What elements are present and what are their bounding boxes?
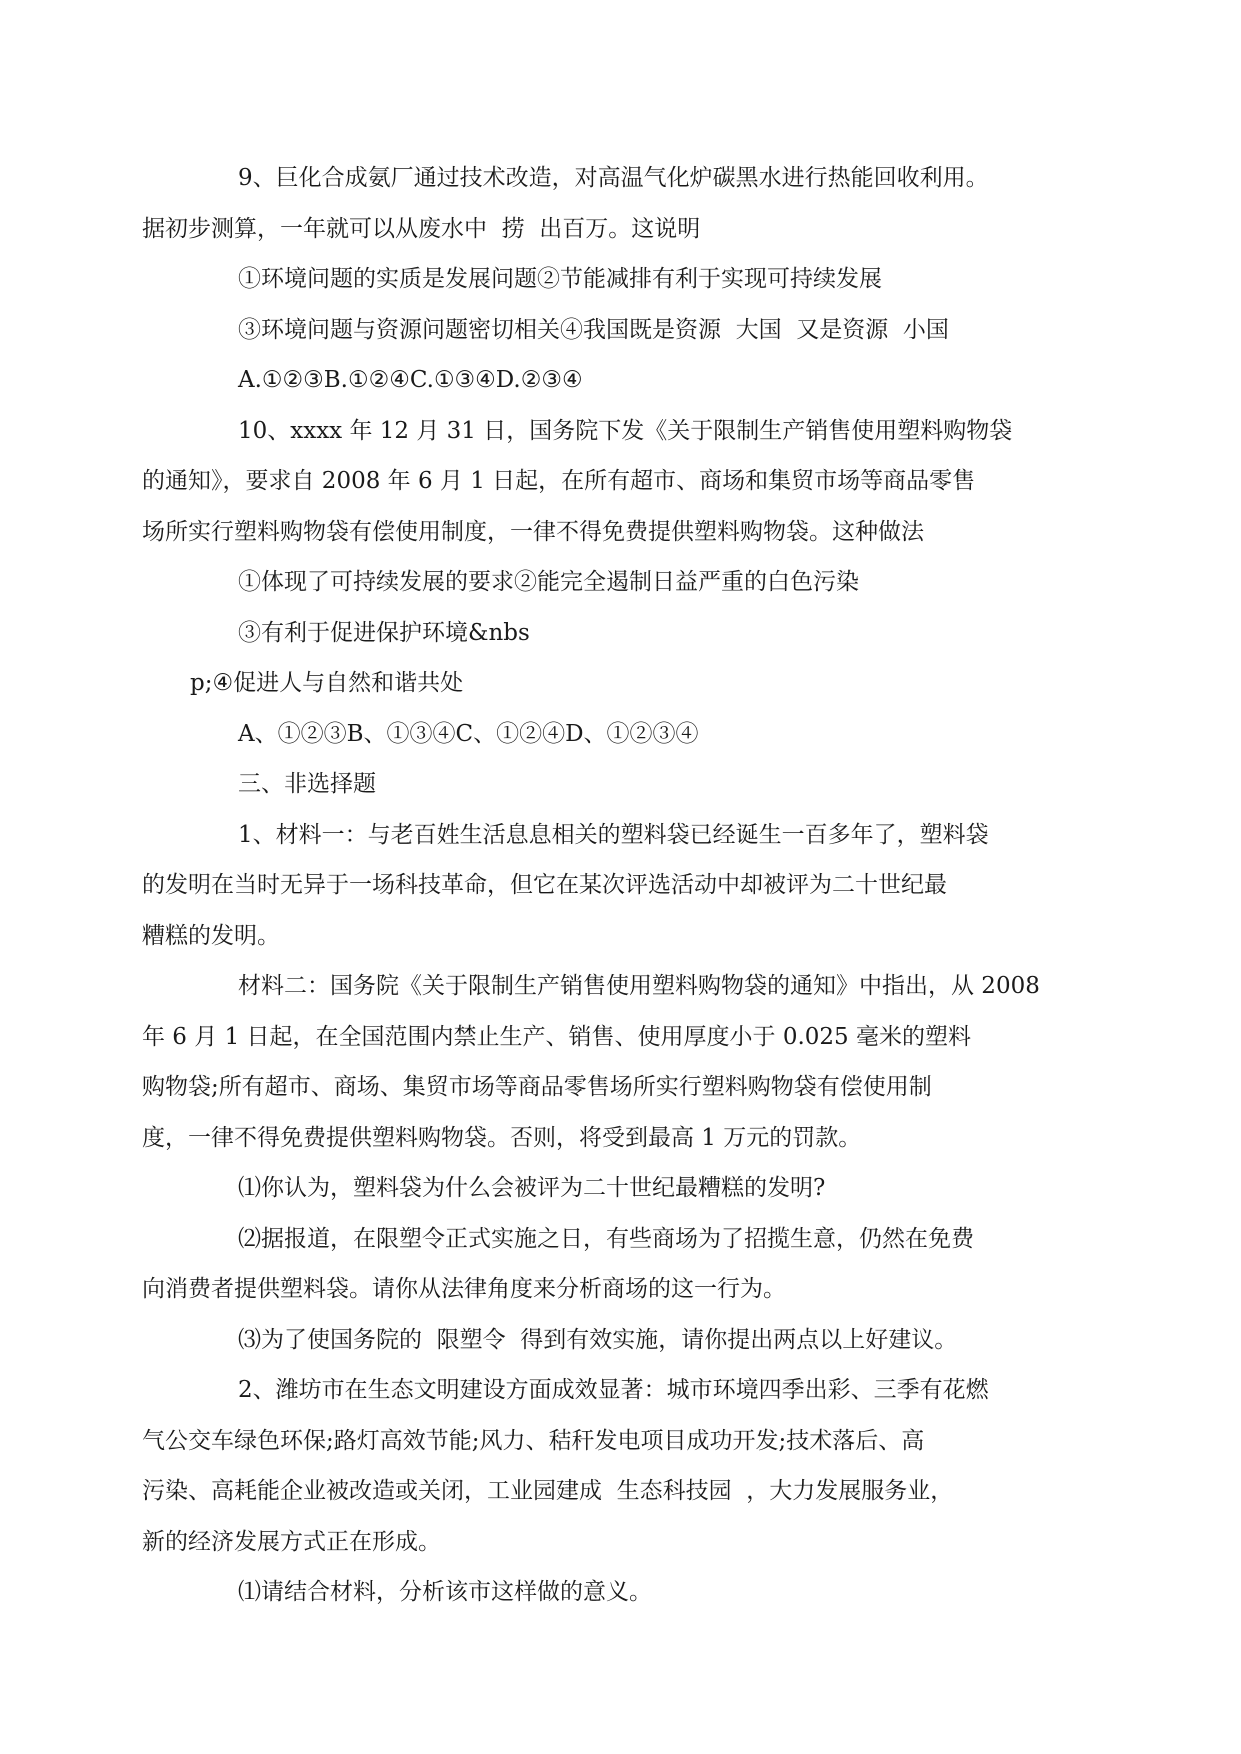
- text-line: 向消费者提供塑料袋。请你从法律角度来分析商场的这一行为。: [142, 1276, 786, 1302]
- paragraph-s1-q3: [190, 1315, 1070, 1366]
- text-line: ①体现了可持续发展的要求②能完全遏制日益严重的白色污染: [238, 569, 859, 595]
- text-line: 新的经济发展方式正在形成。: [142, 1528, 441, 1555]
- paragraph-q9-opt34: [190, 305, 1070, 356]
- text-line: ③有利于促进保护环境&nbs: [238, 619, 530, 646]
- document-body: [142, 153, 1070, 1618]
- text-line: 度，一律不得免费提供塑料购物袋。否则，将受到最高 1 万元的罚款。: [142, 1124, 862, 1151]
- paragraph-s1-material1: [142, 810, 1070, 962]
- paragraph-s1-q2: [142, 1214, 1070, 1315]
- text-line: 购物袋;所有超市、商场、集贸市场等商品零售场所实行塑料购物袋有偿使用制: [142, 1074, 932, 1100]
- paragraph-s1-material2: [142, 961, 1070, 1163]
- paragraph-q10-stem: [142, 406, 1070, 558]
- text-line: A.①②③B.①②④C.①③④D.②③④: [238, 367, 583, 393]
- paragraph-q9-opt12: [190, 254, 1070, 305]
- text-line: ③环境问题与资源问题密切相关④我国既是资源 大国 又是资源 小国: [238, 316, 949, 343]
- text-line: ⑴请结合材料，分析该市这样做的意义。: [238, 1579, 652, 1605]
- text-line: ⑶为了使国务院的 限塑令 得到有效实施，请你提出两点以上好建议。: [238, 1326, 958, 1353]
- paragraph-s1-q1: [190, 1163, 1070, 1214]
- paragraph-q9-choices: [190, 355, 1070, 406]
- paragraph-s2-q1: [190, 1567, 1070, 1618]
- text-line: 污染、高耗能企业被改造或关闭，工业园建成 生态科技园 ，大力发展服务业，: [142, 1478, 954, 1504]
- text-line: 糟糕的发明。: [142, 922, 280, 949]
- paragraph-q9-stem: [142, 153, 1070, 254]
- paragraph-q10-opt3: [190, 608, 1070, 659]
- text-line: 据初步测算，一年就可以从废水中 捞 出百万。这说明: [142, 215, 701, 242]
- text-line: ⑵据报道，在限塑令正式实施之日，有些商场为了招揽生意，仍然在免费: [238, 1225, 974, 1252]
- text-line: 场所实行塑料购物袋有偿使用制度，一律不得免费提供塑料购物袋。这种做法: [142, 518, 924, 545]
- text-line: ①环境问题的实质是发展问题②节能减排有利于实现可持续发展: [238, 266, 882, 292]
- text-line: 三、非选择题: [238, 771, 376, 797]
- text-line: 材料二：国务院《关于限制生产销售使用塑料购物袋的通知》中指出，从 2008: [238, 973, 1040, 999]
- text-line: 10、xxxx 年 12 月 31 日，国务院下发《关于限制生产销售使用塑料购物袋: [238, 417, 1013, 444]
- text-line: 气公交车绿色环保;路灯高效节能;风力、秸秆发电项目成功开发;技术落后、高: [142, 1427, 925, 1454]
- text-line: 2、潍坊市在生态文明建设方面成效显著：城市环境四季出彩、三季有花燃: [238, 1377, 989, 1403]
- text-line: 年 6 月 1 日起，在全国范围内禁止生产、销售、使用厚度小于 0.025 毫米的塑料: [142, 1023, 971, 1050]
- text-line: 1、材料一：与老百姓生活息息相关的塑料袋已经诞生一百多年了，塑料袋: [238, 821, 989, 848]
- paragraph-q10-opt4: [190, 658, 1070, 709]
- text-line: ⑴你认为，塑料袋为什么会被评为二十世纪最糟糕的发明?: [238, 1175, 826, 1201]
- text-line: p;④促进人与自然和谐共处: [190, 670, 464, 696]
- text-line: 的通知》，要求自 2008 年 6 月 1 日起，在所有超市、商场和集贸市场等商品零售: [142, 468, 976, 494]
- text-line: A、①②③B、①③④C、①②④D、①②③④: [238, 720, 699, 747]
- paragraph-q10-choices: [190, 709, 1070, 760]
- paragraph-q10-opt12: [190, 557, 1070, 608]
- text-line: 9、巨化合成氨厂通过技术改造，对高温气化炉碳黑水进行热能回收利用。: [238, 165, 989, 191]
- paragraph-section-3: [190, 759, 1070, 810]
- paragraph-s2-stem: [142, 1365, 1070, 1567]
- text-line: 的发明在当时无异于一场科技革命，但它在某次评选活动中却被评为二十世纪最: [142, 872, 947, 898]
